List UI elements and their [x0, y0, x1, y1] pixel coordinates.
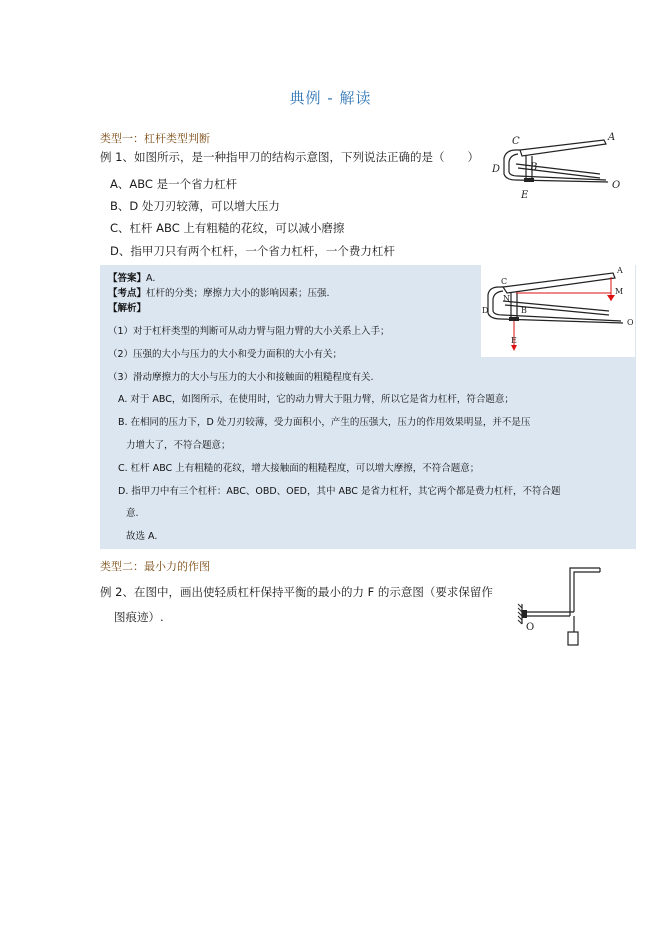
- fig2-label-o: O: [627, 318, 634, 327]
- type2-label: 类型二：最小力的作图: [100, 560, 210, 573]
- type2-question-line1: 例 2、在图中，画出使轻质杠杆保持平衡的最小的力 F 的示意图（要求保留作: [100, 585, 493, 599]
- kaodian-label: 【考点】: [108, 288, 147, 299]
- fig1-label-e: E: [521, 190, 529, 201]
- fig1-label-c: C: [512, 136, 520, 147]
- fig2-label-c: C: [501, 277, 508, 286]
- fig1-label-b: B: [530, 162, 538, 173]
- answer-value: A.: [146, 273, 156, 284]
- jiexi-line-10: 故选 A.: [126, 531, 158, 542]
- type2-question-line2: 图痕迹）.: [114, 610, 164, 624]
- bent-lever-figure: [512, 562, 604, 652]
- jiexi-line-3: （3）滑动摩擦力的大小与压力的大小和接触面的粗糙程度有关.: [108, 372, 374, 383]
- type1-option-a: A、ABC 是一个省力杠杆: [110, 177, 238, 191]
- jiexi-line-6: 力增大了，不符合题意；: [126, 440, 231, 451]
- jiexi-line-5: B. 在相同的压力下，D 处刀刃较薄，受力面积小，产生的压强大，压力的作用效果明显，并不是压: [118, 417, 531, 428]
- jiexi-line-9: 意.: [126, 508, 139, 519]
- fig2-label-b: B: [521, 306, 527, 315]
- nail-clipper-figure: [488, 128, 628, 206]
- type1-label: 类型一：杠杆类型判断: [100, 132, 210, 145]
- type1-option-c: C、杠杆 ABC 上有粗糙的花纹，可以减小磨擦: [110, 221, 345, 235]
- fig2-label-n: N: [503, 294, 510, 303]
- kaodian-line: [108, 285, 330, 299]
- fig2-label-m: M: [615, 287, 624, 296]
- fig2-label-a: A: [617, 266, 623, 275]
- kaodian-value: 杠杆的分类；摩擦力大小的影响因素；压强.: [146, 288, 330, 299]
- type1-option-b: B、D 处刀刃较薄，可以增大压力: [110, 199, 280, 213]
- jiexi-line-4: A. 对于 ABC，如图所示，在使用时，它的动力臂大于阻力臂，所以它是省力杠杆，符合题意；: [118, 394, 514, 405]
- fig3-label-o: O: [526, 622, 535, 633]
- page-title: 典例 - 解读: [289, 89, 372, 107]
- jiexi-label: 【解析】: [108, 303, 147, 314]
- jiexi-line-8: D. 指甲刀中有三个杠杆：ABC、OBD、OED，其中 ABC 是省力杠杆，其它两个都是费力杠杆，不符合题: [118, 486, 561, 497]
- jiexi-line-2: （2）压强的大小与压力的大小和受力面积的大小有关；: [108, 349, 343, 360]
- answer-label: 【答案】: [108, 273, 147, 284]
- nail-clipper-answer-figure: [481, 265, 635, 357]
- type1-question: 例 1、如图所示，是一种指甲刀的结构示意图，下列说法正确的是（ ）: [100, 150, 479, 164]
- jiexi-line-1: （1）对于杠杆类型的判断可从动力臂与阻力臂的大小关系上入手；: [108, 326, 390, 337]
- fig1-label-d: D: [492, 164, 501, 175]
- fig1-label-o: O: [612, 180, 621, 191]
- fig1-label-a: A: [608, 132, 616, 143]
- type1-option-d: D、指甲刀只有两个杠杆，一个省力杠杆，一个费力杠杆: [110, 244, 395, 258]
- jiexi-line-7: C. 杠杆 ABC 上有粗糙的花纹，增大接触面的粗糙程度，可以增大摩擦，不符合题意；: [118, 463, 480, 474]
- answer-line: [108, 270, 155, 284]
- fig2-label-d: D: [482, 306, 489, 315]
- fig2-label-e: E: [511, 336, 517, 345]
